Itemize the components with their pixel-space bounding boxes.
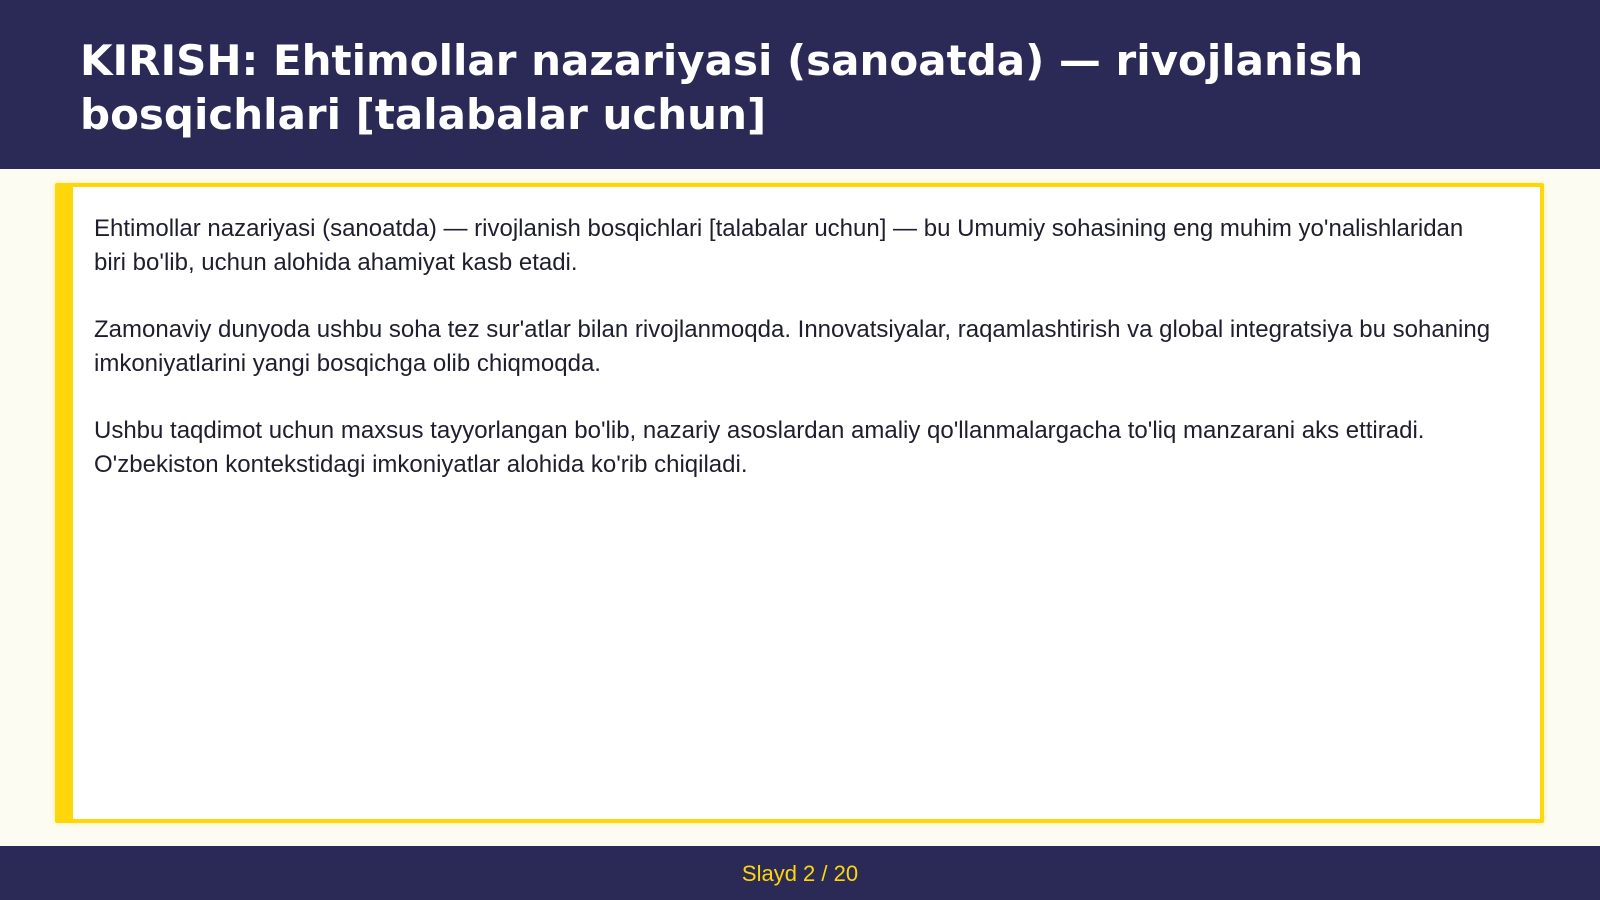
- slide-footer: [0, 846, 1600, 900]
- paragraph-intro: Ehtimollar nazariyasi (sanoatda) — rivojlanish bosqichlari [talabalar uchun] — bu Umumiy sohasining eng muhim yo'nalishlaridan biri bo'lib, uchun alohida ahamiyat kasb etadi.: [94, 215, 1464, 276]
- slide-counter: Slayd 2 / 20: [741, 861, 859, 886]
- content-body: [94, 212, 1494, 515]
- slide-title: KIRISH: Ehtimollar nazariyasi (sanoatda) — rivojlanish bosqichlari [talabalar uchun]: [80, 36, 1364, 139]
- paragraph-presentation-purpose: Ushbu taqdimot uchun maxsus tayyorlangan bo'lib, nazariy asoslardan amaliy qo'llanmalargacha to'liq manzarani aks ettiradi. O'zbekiston kontekstidagi imkoniyatlar alohida ko'rib chiqiladi.: [94, 417, 1425, 478]
- paragraph-modern-world: Zamonaviy dunyoda ushbu soha tez sur'atlar bilan rivojlanmoqda. Innovatsiyalar, raqamlashtirish va global integratsiya bu sohaning imkoniyatlarini yangi bosqichga olib chiqmoqda.: [94, 316, 1491, 377]
- slide-header: [0, 0, 1600, 169]
